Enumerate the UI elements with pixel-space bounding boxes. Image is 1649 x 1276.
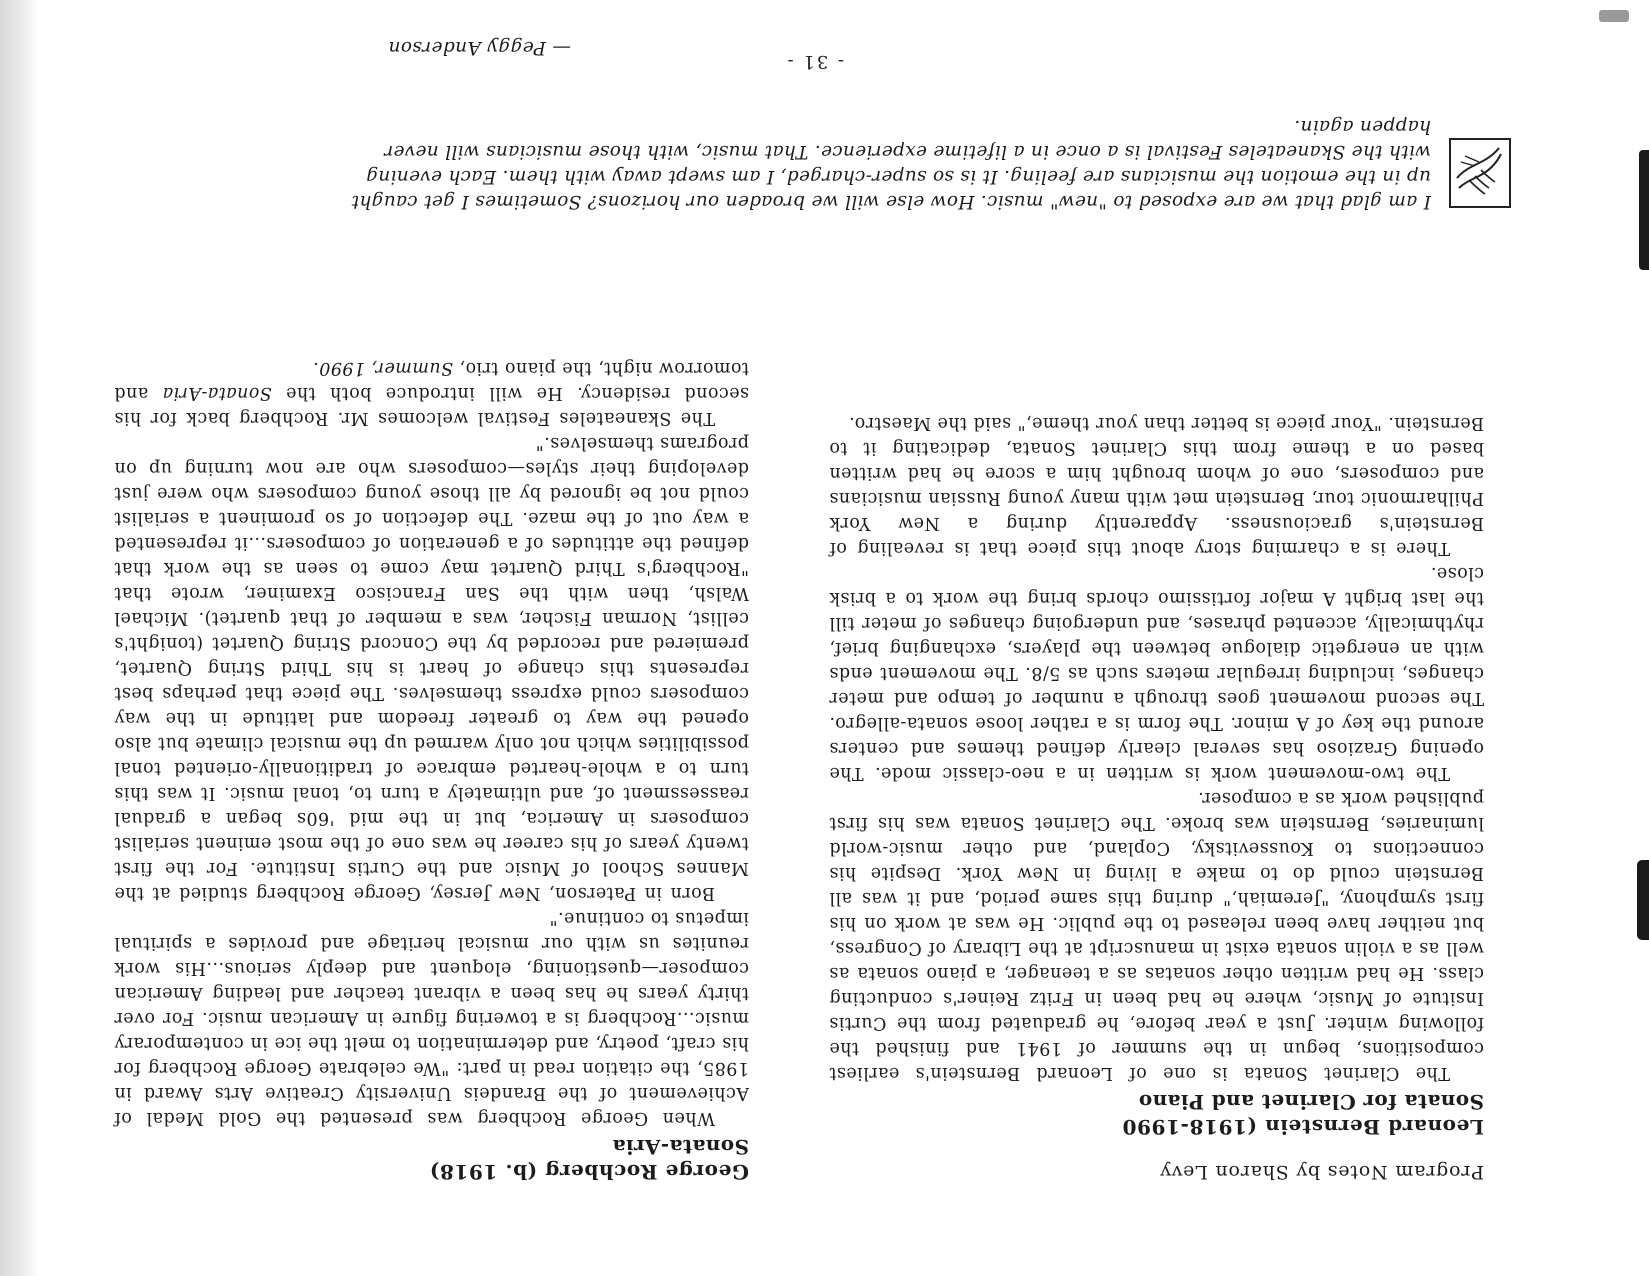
page-number: - 31 - — [785, 51, 844, 72]
bernstein-paragraph-1: The Clarinet Sonata is one of Leonard Bernstein's earliest compositions, begun in the summer of 1941 and finished the following winter. Just a year before, he graduated from the Curtis Insitute of Music, where he had been in Fritz Reiner's conducting class. He had written other sonatas as a teenager, a piano sonata as well as a violin sonata exist in manuscript at the Library of Congress, but neither have been released to the public. He was at work on his first symphony, "Jeremiah," during this same period, and it was all Bernstein could do to make a living in New York. Despite his connections to Koussevitsky, Copland, and other music-world luminaries, Bernstein was broke. The Clarinet Sonata was his first published work as a composer. — [829, 788, 1484, 1083]
rochberg-paragraph-2: Born in Paterson, New Jersey, George Rochberg studied at the Mannes School of Music and the Curtis Institute. For the first twenty years of his career he was one of the most eminent serialist composers in America, but in the mid '60s began a gradual reassessment of, and ultimately a turn to, tonal music. It was this turn to a whole-hearted embrace of traditionally-oriented tonal possibilities which not only warmed up the musical climate but also opened the way to greater freedom and latitude in the way composers could express themselves. The piece that perhaps best represents this change of heart is his Third String Quartet, premiered and recorded by the Concord String Quartet (tonight's cellist, Norman Fischer, was a member of that quartet). Michael Walsh, then with the San Francisco Examiner, wrote that "Rochberg's Third Quartet may come to seen as the work that defined the attitudes of a generation of composers...it represented a way out of the maze. The defection of so prominent a serialist could not be ignored by all those young composers who were just developing their styles—composers who are now turning up on programs themselves." — [114, 433, 749, 903]
program-notes-credit: Program Notes by Sharon Levy — [1159, 1161, 1484, 1183]
rochberg-p3-title-1: Sonata-Aria — [162, 383, 272, 403]
bernstein-work-title: Sonata for Clarinet and Piano — [1138, 1090, 1484, 1114]
rochberg-column — [114, 355, 749, 1184]
rochberg-heading: George Rochberg (b. 1918) — [429, 1160, 749, 1184]
bernstein-heading: Leonard Bernstein (1918-1990 — [1121, 1115, 1484, 1139]
rochberg-work-title: Sonata-Aria — [612, 1135, 749, 1159]
audience-quote-text: I am glad that we are exposed to "new" music. How else will we broaden our horizons? Sometimes I get caught up in the emotion the musicians are feeling. It is so super-charged, I am swept away with them. Each evening with the Skaneateles Festival is a once in a lifetime experience. That music, with those musicians will never happen again. — [351, 116, 1431, 212]
rochberg-paragraph-1: When George Rochberg was presented the Gold Medal of Achievement of the Brandeis University Creative Arts Award in 1985, the citation read in part: "We celebrate George Rochberg for his craft, poetry, and determination to melt the ice in contemporary music...Rochberg is a towering figure in American music. For over thirty years he has been a vibrant teacher and leading American composer—questioning, eloquent and deeply serious...His work reunites us with our musical heritage and provides a spiritual impetus to continue." — [114, 908, 749, 1128]
hands-icon — [1449, 138, 1511, 208]
rochberg-p3-title-2: Summer, 1990. — [312, 358, 454, 378]
rochberg-p3-text-b: and tomorrow night, the piano trio, — [114, 358, 749, 403]
rochberg-p3-text-a: The Skaneateles Festival welcomes Mr. Rochberg back for his second residency. He will introduce both the — [114, 383, 749, 428]
bernstein-paragraph-3: There is a charming story about this piece that is revealing of Bernstein's graciousness. Apparently during a New York Philharmonic tour, Bernstein met with many young Russian musicians and composers, one of whom brought him a score he had written based on a theme from this Clarinet Sonata, dedicating it to Bernstein. "Your piece is better than your theme," said the Maestro. — [829, 413, 1484, 558]
bernstein-paragraph-2: The two-movement work is written in a neo-classic mode. The opening Grazioso has several clearly defined themes and centers around the key of A minor. The form is a rather loose sonata-allegro. The second movement goes through a number of tempo and meter changes, including irregular meters such as 5/8. The movement ends with an energetic dialogue between the players, exchanging brief, rhythmically, accented phrases, and undergoing changes of meter till the last bright A major fortissimo chords bring the work to a brisk close. — [829, 563, 1484, 783]
bernstein-column — [829, 410, 1484, 1184]
rochberg-paragraph-3 — [114, 355, 749, 430]
quote-attribution: — Peggy Anderson — [388, 37, 571, 58]
